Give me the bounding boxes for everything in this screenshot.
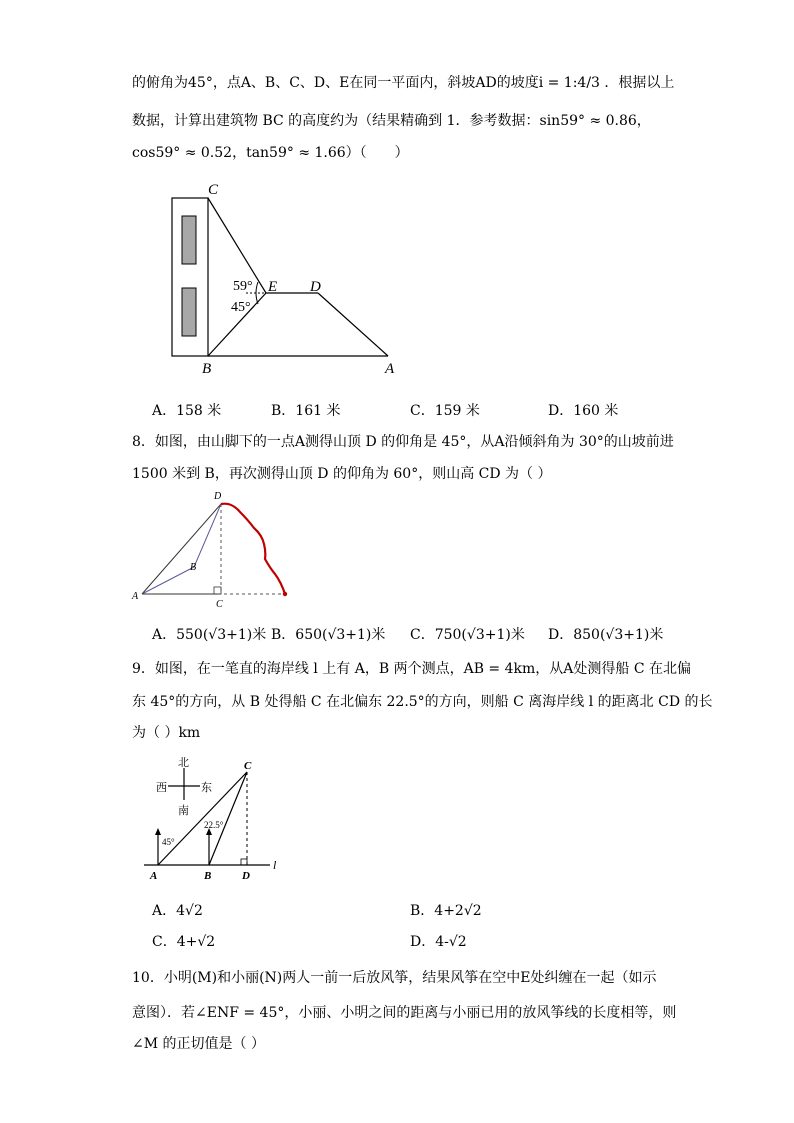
q9-compass-south: 南 — [178, 805, 189, 817]
q9-compass-east: 东 — [201, 782, 212, 794]
q9-label-b: B — [204, 870, 212, 882]
q9-line-1: 9．如图，在一笔直的海岸线 l 上有 A，B 两个测点，AB = 4km，从A处测得船 C 在北偏 — [132, 661, 692, 677]
q7-label-e: E — [268, 279, 278, 295]
q7-line-2: 数据，计算出建筑物 BC 的高度约为（结果精确到 1．参考数据：sin59° ≈ 0.86， — [132, 113, 651, 129]
q8-label-c: C — [216, 599, 223, 610]
q9-label-l: l — [273, 858, 277, 872]
q9-line-2: 东 45°的方向，从 B 处得船 C 在北偏东 22.5°的方向，则船 C 离海岸线 l 的距离北 CD 的长 — [132, 694, 713, 710]
q8-label-d: D — [214, 491, 222, 502]
q9-label-c: C — [244, 760, 252, 772]
q7-label-a: A — [385, 361, 395, 377]
q9-option-b[interactable]: B．4+2√2 — [410, 903, 482, 919]
q8-label-b: B — [190, 562, 197, 573]
q8-option-b[interactable]: B．650(√3+1)米 — [271, 627, 386, 643]
q10-line-2: 意图）．若∠ENF = 45°，小丽、小明之间的距离与小丽已用的放风筝线的长度相等，则 — [132, 1005, 677, 1021]
q7-option-d[interactable]: D．160 米 — [548, 403, 619, 419]
q8-figure — [130, 488, 300, 610]
q10-line-3: ∠M 的正切值是（ ） — [132, 1036, 265, 1052]
q8-line-1: 8．如图，由山脚下的一点A测得山顶 D 的仰角是 45°，从A沿倾斜角为 30°的山坡前进 — [132, 434, 674, 450]
q7-option-c[interactable]: C．159 米 — [410, 403, 480, 419]
q7-option-a[interactable]: A．158 米 — [152, 403, 222, 419]
q7-angle-45: 45° — [231, 300, 251, 315]
q9-label-a: A — [150, 870, 158, 882]
q9-line-3: 为（ ）km — [132, 725, 201, 741]
q7-option-b[interactable]: B．161 米 — [271, 403, 341, 419]
q9-angle-b: 22.5° — [204, 820, 224, 830]
q9-compass-west: 西 — [156, 782, 167, 794]
q7-label-d: D — [310, 279, 321, 295]
q9-compass-north: 北 — [178, 757, 189, 769]
q9-option-a[interactable]: A．4√2 — [152, 903, 203, 919]
q10-line-1: 10．小明(M)和小丽(N)两人一前一后放风筝，结果风筝在空中E处纠缠在一起（如示 — [132, 970, 657, 986]
q7-label-c: C — [208, 182, 219, 198]
q8-label-a: A — [132, 591, 139, 602]
q8-option-a[interactable]: A．550(√3+1)米 — [152, 627, 267, 643]
q8-option-d[interactable]: D．850(√3+1)米 — [548, 627, 664, 643]
q7-angle-59: 59° — [233, 279, 253, 294]
q7-line-3: cos59° ≈ 0.52，tan59° ≈ 1.66）（ ） — [132, 145, 409, 161]
q7-figure — [150, 178, 420, 380]
q9-label-d: D — [242, 870, 250, 882]
q7-label-b: B — [202, 361, 212, 377]
q9-option-c[interactable]: C．4+√2 — [152, 934, 216, 950]
q8-option-c[interactable]: C．750(√3+1)米 — [410, 627, 525, 643]
q9-figure — [140, 752, 290, 882]
q7-line-1: 的俯角为45°，点A、B、C、D、E在同一平面内，斜坡AD的坡度i = 1:4/3 ．根据以上 — [132, 75, 675, 91]
q9-option-d[interactable]: D．4-√2 — [410, 934, 467, 950]
q8-line-2: 1500 米到 B，再次测得山顶 D 的仰角为 60°，则山高 CD 为（ ） — [132, 466, 552, 482]
q9-angle-a: 45° — [162, 837, 175, 847]
